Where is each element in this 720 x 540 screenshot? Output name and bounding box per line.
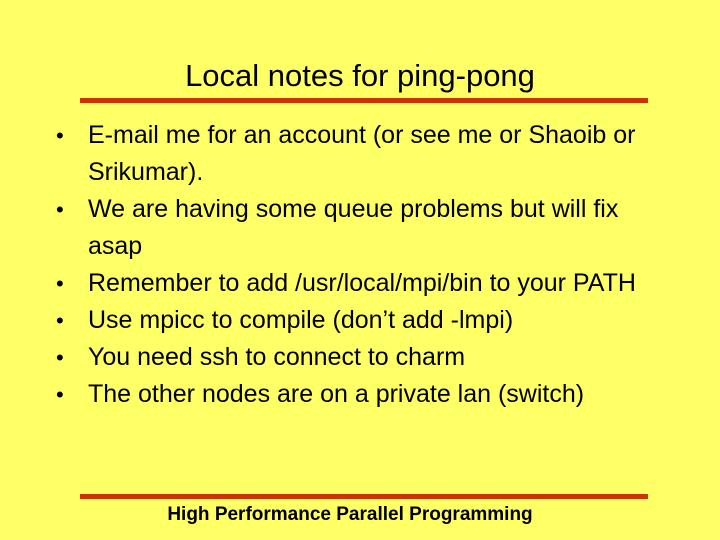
bullet-icon: • (56, 345, 64, 370)
bullet-item (56, 191, 676, 265)
bullet-icon: • (56, 123, 64, 148)
bullet-item (56, 339, 676, 376)
bullet-text: You need ssh to connect to charm (88, 343, 466, 371)
bullet-icon: • (56, 382, 64, 407)
bullet-icon: • (56, 308, 64, 333)
bullet-item (56, 117, 676, 191)
bullet-item (56, 265, 676, 302)
bullet-text: We are having some queue problems but will fix asap (88, 195, 619, 260)
bullet-text: Remember to add /usr/local/mpi/bin to your PATH (88, 269, 636, 297)
slide-footer: High Performance Parallel Programming (167, 504, 533, 525)
bullet-text: Use mpicc to compile (don’t add -lmpi) (88, 306, 514, 334)
bullet-icon: • (56, 197, 64, 222)
title-divider (80, 98, 648, 103)
footer-divider (80, 494, 648, 499)
bullet-list (56, 117, 676, 413)
slide-title: Local notes for ping-pong (185, 58, 535, 93)
bullet-item (56, 376, 676, 413)
bullet-text: E-mail me for an account (or see me or Shaoib or Srikumar). (88, 121, 636, 186)
bullet-item (56, 302, 676, 339)
bullet-text: The other nodes are on a private lan (switch) (88, 380, 585, 408)
bullet-icon: • (56, 271, 64, 296)
